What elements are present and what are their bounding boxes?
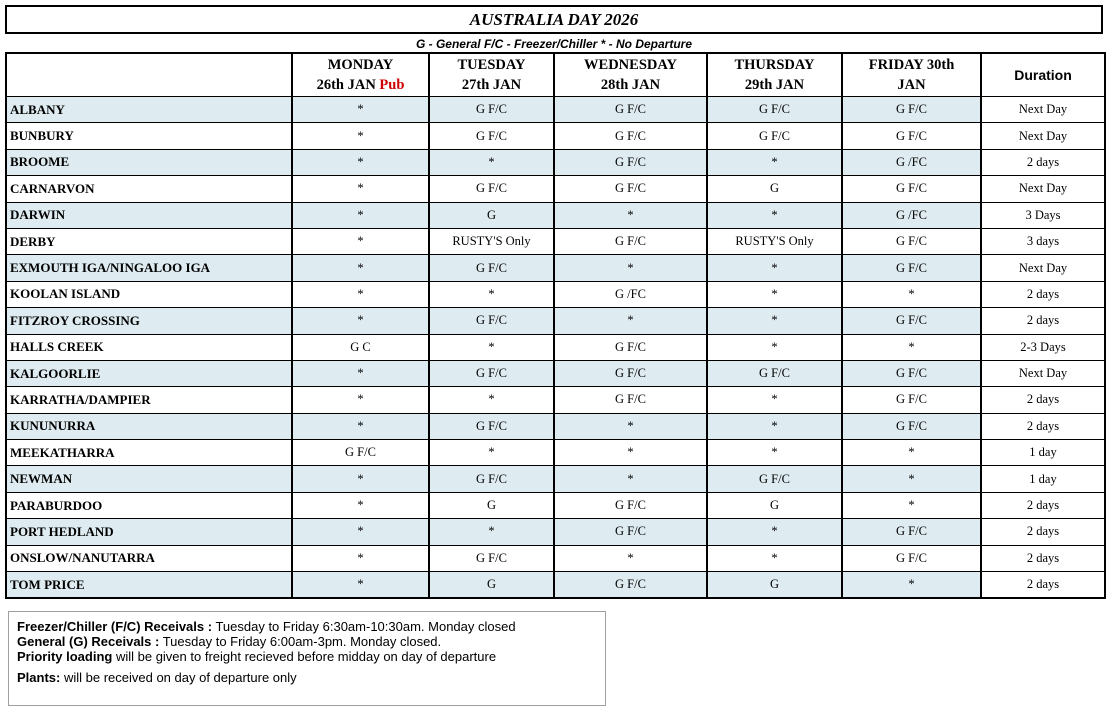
thursday-cell: G (707, 572, 842, 599)
page-title: AUSTRALIA DAY 2026 (5, 5, 1103, 34)
header-duration: Duration (981, 53, 1105, 97)
table-row (6, 308, 1105, 334)
tuesday-cell: RUSTY'S Only (429, 228, 554, 254)
table-row (6, 255, 1105, 281)
table-row (6, 440, 1105, 466)
header-monday (292, 53, 429, 97)
header-monday-line2: 26th JAN (316, 77, 376, 93)
thursday-cell: G (707, 176, 842, 202)
table-row (6, 202, 1105, 228)
monday-cell: * (292, 228, 429, 254)
priority-loading-label: Priority loading (17, 649, 113, 664)
plants-text: will be received on day of departure only (60, 670, 297, 685)
friday-cell: G F/C (842, 387, 981, 413)
thursday-cell: * (707, 281, 842, 307)
thursday-cell: G F/C (707, 123, 842, 149)
thursday-cell: G (707, 492, 842, 518)
friday-cell: * (842, 334, 981, 360)
duration-cell: 2 days (981, 572, 1105, 599)
wednesday-cell: G F/C (554, 387, 707, 413)
monday-cell: * (292, 360, 429, 386)
duration-cell: 2 days (981, 519, 1105, 545)
monday-cell: * (292, 387, 429, 413)
destination-cell: EXMOUTH IGA/NINGALOO IGA (6, 255, 292, 281)
table-row (6, 387, 1105, 413)
destination-cell: TOM PRICE (6, 572, 292, 599)
wednesday-cell: * (554, 413, 707, 439)
header-row (6, 53, 1105, 97)
destination-cell: KOOLAN ISLAND (6, 281, 292, 307)
thursday-cell: * (707, 255, 842, 281)
wednesday-cell: G F/C (554, 176, 707, 202)
header-wednesday (554, 53, 707, 97)
thursday-cell: * (707, 202, 842, 228)
duration-cell: 2 days (981, 413, 1105, 439)
friday-cell: G /FC (842, 202, 981, 228)
destination-cell: BROOME (6, 149, 292, 175)
tuesday-cell: G F/C (429, 360, 554, 386)
tuesday-cell: G F/C (429, 176, 554, 202)
legend-line: G - General F/C - Freezer/Chiller * - No Departure (415, 37, 693, 51)
fc-receivals-note (17, 619, 605, 634)
header-tuesday-line1: TUESDAY (457, 57, 526, 73)
monday-cell: G C (292, 334, 429, 360)
thursday-cell: G F/C (707, 360, 842, 386)
duration-cell: Next Day (981, 176, 1105, 202)
priority-loading-note (17, 649, 605, 664)
duration-cell: 2 days (981, 492, 1105, 518)
priority-loading-text: will be given to freight recieved before midday on day of departure (112, 649, 497, 664)
schedule-table (5, 52, 1106, 599)
tuesday-cell: * (429, 440, 554, 466)
thursday-cell: * (707, 545, 842, 571)
destination-cell: KALGOORLIE (6, 360, 292, 386)
destination-cell: BUNBURY (6, 123, 292, 149)
fc-receivals-text: Tuesday to Friday 6:30am-10:30am. Monday closed (212, 619, 516, 634)
wednesday-cell: * (554, 440, 707, 466)
friday-cell: G F/C (842, 123, 981, 149)
duration-cell: 1 day (981, 466, 1105, 492)
tuesday-cell: G F/C (429, 413, 554, 439)
monday-cell: * (292, 176, 429, 202)
header-thursday-line1: THURSDAY (734, 57, 815, 73)
thursday-cell: * (707, 334, 842, 360)
wednesday-cell: * (554, 545, 707, 571)
general-receivals-note (17, 634, 605, 649)
tuesday-cell: G F/C (429, 466, 554, 492)
destination-cell: KARRATHA/DAMPIER (6, 387, 292, 413)
monday-cell: * (292, 308, 429, 334)
destination-cell: FITZROY CROSSING (6, 308, 292, 334)
destination-cell: CARNARVON (6, 176, 292, 202)
duration-cell: Next Day (981, 360, 1105, 386)
friday-cell: G F/C (842, 360, 981, 386)
destination-cell: MEEKATHARRA (6, 440, 292, 466)
monday-cell: G F/C (292, 440, 429, 466)
header-tuesday (429, 53, 554, 97)
wednesday-cell: G F/C (554, 360, 707, 386)
wednesday-cell: G F/C (554, 572, 707, 599)
duration-cell: Next Day (981, 255, 1105, 281)
schedule-body (6, 97, 1105, 599)
monday-cell: * (292, 413, 429, 439)
wednesday-cell: G F/C (554, 519, 707, 545)
destination-cell: DARWIN (6, 202, 292, 228)
wednesday-cell: * (554, 202, 707, 228)
monday-cell: * (292, 519, 429, 545)
friday-cell: G F/C (842, 97, 981, 123)
wednesday-cell: G F/C (554, 334, 707, 360)
tuesday-cell: G F/C (429, 97, 554, 123)
header-wednesday-line1: WEDNESDAY (584, 57, 677, 73)
table-row (6, 149, 1105, 175)
receivals-notes-box (8, 611, 606, 706)
friday-cell: * (842, 572, 981, 599)
duration-cell: 2 days (981, 308, 1105, 334)
public-holiday-label: Pub (379, 77, 405, 93)
friday-cell: G F/C (842, 228, 981, 254)
table-row (6, 334, 1105, 360)
duration-cell: 2 days (981, 281, 1105, 307)
duration-cell: 2 days (981, 387, 1105, 413)
tuesday-cell: * (429, 149, 554, 175)
friday-cell: G F/C (842, 255, 981, 281)
tuesday-cell: * (429, 281, 554, 307)
table-row (6, 519, 1105, 545)
plants-note (17, 670, 605, 685)
table-row (6, 360, 1105, 386)
friday-cell: * (842, 492, 981, 518)
friday-cell: * (842, 466, 981, 492)
header-friday-line1: FRIDAY 30th (868, 57, 955, 73)
monday-cell: * (292, 466, 429, 492)
plants-label: Plants: (17, 670, 61, 685)
table-row (6, 545, 1105, 571)
table-row (6, 97, 1105, 123)
tuesday-cell: G F/C (429, 123, 554, 149)
header-friday (842, 53, 981, 97)
tuesday-cell: G F/C (429, 255, 554, 281)
header-friday-line2: JAN (897, 77, 926, 93)
monday-cell: * (292, 202, 429, 228)
monday-cell: * (292, 545, 429, 571)
wednesday-cell: G /FC (554, 281, 707, 307)
thursday-cell: * (707, 387, 842, 413)
wednesday-cell: G F/C (554, 123, 707, 149)
table-row (6, 281, 1105, 307)
destination-cell: HALLS CREEK (6, 334, 292, 360)
duration-cell: 2-3 Days (981, 334, 1105, 360)
monday-cell: * (292, 255, 429, 281)
wednesday-cell: * (554, 255, 707, 281)
friday-cell: G F/C (842, 308, 981, 334)
tuesday-cell: G F/C (429, 308, 554, 334)
wednesday-cell: * (554, 466, 707, 492)
monday-cell: * (292, 97, 429, 123)
table-row (6, 413, 1105, 439)
thursday-cell: * (707, 413, 842, 439)
thursday-cell: * (707, 149, 842, 175)
friday-cell: G F/C (842, 413, 981, 439)
monday-cell: * (292, 149, 429, 175)
thursday-cell: G F/C (707, 97, 842, 123)
destination-cell: NEWMAN (6, 466, 292, 492)
header-monday-line1: MONDAY (327, 57, 394, 73)
table-row (6, 176, 1105, 202)
thursday-cell: * (707, 440, 842, 466)
friday-cell: G F/C (842, 176, 981, 202)
duration-cell: Next Day (981, 123, 1105, 149)
table-row (6, 123, 1105, 149)
table-row (6, 466, 1105, 492)
table-row (6, 228, 1105, 254)
duration-cell: 2 days (981, 149, 1105, 175)
tuesday-cell: * (429, 334, 554, 360)
monday-cell: * (292, 572, 429, 599)
header-tuesday-line2: 27th JAN (461, 77, 522, 93)
header-destination (6, 53, 292, 97)
thursday-cell: * (707, 308, 842, 334)
tuesday-cell: * (429, 387, 554, 413)
destination-cell: ONSLOW/NANUTARRA (6, 545, 292, 571)
thursday-cell: * (707, 519, 842, 545)
duration-cell: Next Day (981, 97, 1105, 123)
header-thursday-line2: 29th JAN (744, 77, 805, 93)
fc-receivals-label: Freezer/Chiller (F/C) Receivals : (17, 619, 213, 634)
thursday-cell: G F/C (707, 466, 842, 492)
header-wednesday-line2: 28th JAN (600, 77, 661, 93)
tuesday-cell: G F/C (429, 545, 554, 571)
duration-cell: 3 Days (981, 202, 1105, 228)
duration-cell: 2 days (981, 545, 1105, 571)
tuesday-cell: G (429, 492, 554, 518)
tuesday-cell: G (429, 572, 554, 599)
wednesday-cell: * (554, 308, 707, 334)
monday-cell: * (292, 281, 429, 307)
thursday-cell: RUSTY'S Only (707, 228, 842, 254)
general-receivals-text: Tuesday to Friday 6:00am-3pm. Monday closed. (159, 634, 442, 649)
wednesday-cell: G F/C (554, 97, 707, 123)
duration-cell: 1 day (981, 440, 1105, 466)
monday-cell: * (292, 123, 429, 149)
table-row (6, 572, 1105, 599)
tuesday-cell: G (429, 202, 554, 228)
friday-cell: G F/C (842, 545, 981, 571)
tuesday-cell: * (429, 519, 554, 545)
table-row (6, 492, 1105, 518)
friday-cell: G /FC (842, 149, 981, 175)
duration-cell: 3 days (981, 228, 1105, 254)
wednesday-cell: G F/C (554, 492, 707, 518)
wednesday-cell: G F/C (554, 228, 707, 254)
destination-cell: KUNUNURRA (6, 413, 292, 439)
general-receivals-label: General (G) Receivals : (17, 634, 160, 649)
monday-cell: * (292, 492, 429, 518)
destination-cell: PORT HEDLAND (6, 519, 292, 545)
friday-cell: G F/C (842, 519, 981, 545)
friday-cell: * (842, 440, 981, 466)
header-thursday (707, 53, 842, 97)
destination-cell: ALBANY (6, 97, 292, 123)
destination-cell: PARABURDOO (6, 492, 292, 518)
friday-cell: * (842, 281, 981, 307)
destination-cell: DERBY (6, 228, 292, 254)
wednesday-cell: G F/C (554, 149, 707, 175)
